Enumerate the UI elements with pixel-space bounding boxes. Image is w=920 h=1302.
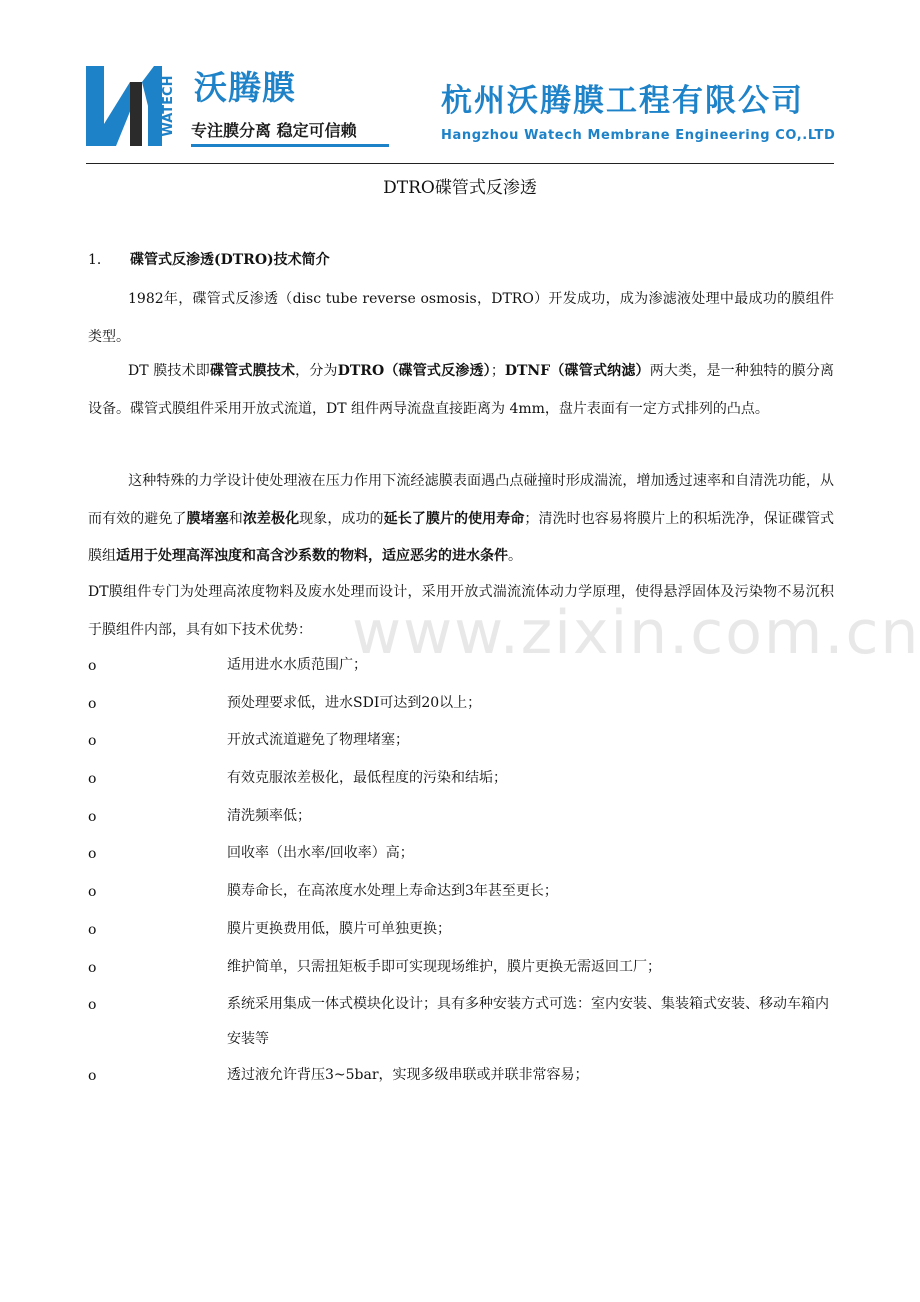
bullet-marker: o [88,695,97,712]
bullet-marker: o [88,997,97,1014]
bullet-marker: o [88,658,97,674]
paragraph-3-bold: 膜堵塞 [186,510,229,527]
list-item [88,686,838,724]
paragraph-2-text: 两大类，是一种独特的膜分离设备。碟管式膜组件采用开放式流道，DT 组件两导流盘直接距离为 4mm，盘片表面有一定方式排列的凸点。 [88,363,835,417]
list-item-text: 膜寿命长，在高浓度水处理上寿命达到3年甚至更长； [227,883,558,900]
paragraph-2 [88,353,834,428]
bullet-marker: o [88,884,97,901]
advantages-list [88,648,838,1096]
bullet-marker: o [88,921,97,938]
bullet-marker: o [88,808,97,825]
list-item [88,836,838,874]
list-item-text: 回收率（出水率/回收率）高； [227,845,414,862]
paragraph-3-text: 现象，成功的 [299,510,384,527]
paragraph-2-bold: DTRO（碟管式反渗透） [337,363,491,379]
paragraph-3-bold: 适用于处理高浑浊度和高含沙系数的物料，适应恶劣的进水条件 [116,548,508,564]
paragraph-3-bold: 浓差极化 [242,510,300,527]
list-item-text: 适用进水水质范围广； [227,657,367,673]
bullet-marker: o [88,771,97,788]
paragraph-2-text: DT 膜技术即 [128,363,210,379]
list-item [88,950,838,988]
paragraph-4-text: DT膜组件专门为处理高浓度物料及废水处理而设计，采用开放式湍流流体动力学原理，使得悬浮固体及污染物不易沉积于膜组件内部，具有如下技术优势： [88,584,834,638]
bullet-marker: o [88,1068,97,1085]
paragraph-2-bold: 碟管式膜技术 [209,363,296,379]
list-item [88,912,838,950]
list-item-text: 有效克服浓差极化，最低程度的污染和结垢； [227,770,507,787]
watermark: www.zixin.com.cn [352,598,920,668]
list-item-text: 膜片更换费用低，膜片可单独更换； [227,920,451,937]
paragraph-3-text: 这种特殊的力学设计使处理液在压力作用下流经滤膜表面遇凸点碰撞时形成湍流，增加透过速率和自清洗功能，从而有效的避免了 [88,473,834,527]
paragraph-3-bold: 延长了膜片的使用寿命 [383,510,525,527]
list-item-text: 清洗频率低； [227,807,311,824]
bullet-marker: o [88,733,97,750]
paragraph-3-text: 和 [228,510,243,527]
list-item [88,987,838,1058]
paragraph-2-text: ； [490,363,505,379]
bullet-marker: o [88,959,97,976]
list-item [88,761,838,799]
document-title: DTRO碟管式反渗透 [383,178,537,198]
list-item [88,723,838,761]
paragraph-1 [88,281,834,356]
brand-name: 沃腾膜 [194,68,296,107]
list-item [88,648,838,686]
section-heading [88,249,330,269]
section-heading-text: 碟管式反渗透(DTRO)技术简介 [130,252,330,268]
list-item-text: 透过液允许背压3~5bar，实现多级串联或并联非常容易； [227,1067,589,1084]
company-name-cn: 杭州沃腾膜工程有限公司 [441,83,804,119]
list-item [88,1058,838,1096]
paragraph-2-bold: DTNF（碟管式纳滤） [504,363,650,379]
watech-logo-icon [86,66,176,146]
list-item-text: 维护简单，只需扭矩板手即可实现现场维护，膜片更换无需返回工厂； [227,958,661,975]
list-item [88,799,838,837]
paragraph-1-text: 1982年，碟管式反渗透（disc tube reverse osmosis，DTRO）开发成功，成为渗滤液处理中最成功的膜组件类型。 [88,291,834,345]
logo-vertical-text: WATECH [161,75,176,137]
list-item [88,874,838,912]
paragraph-3-text: ；清洗时也容易将膜片上的积垢洗净，保证碟管式膜组 [88,510,835,564]
paragraph-3-text: 。 [508,548,522,564]
paragraph-2-text: ，分为 [295,363,338,379]
brand-slogan: 专注膜分离 稳定可信赖 [191,121,357,140]
paragraph-3 [88,463,834,576]
list-item-text: 开放式流道避免了物理堵塞； [227,732,409,749]
section-number: 1． [88,252,111,268]
list-item-text: 预处理要求低，进水SDI可达到20以上； [227,694,482,711]
bullet-marker: o [88,846,97,863]
header-divider [86,163,834,164]
company-name-en: Hangzhou Watech Membrane Engineering CO,.LTD [441,128,836,143]
slogan-underline [191,144,389,147]
list-item-text: 系统采用集成一体式模块化设计；具有多种安装方式可选：室内安装、集装箱式安装、移动车箱内安装等 [227,996,829,1048]
